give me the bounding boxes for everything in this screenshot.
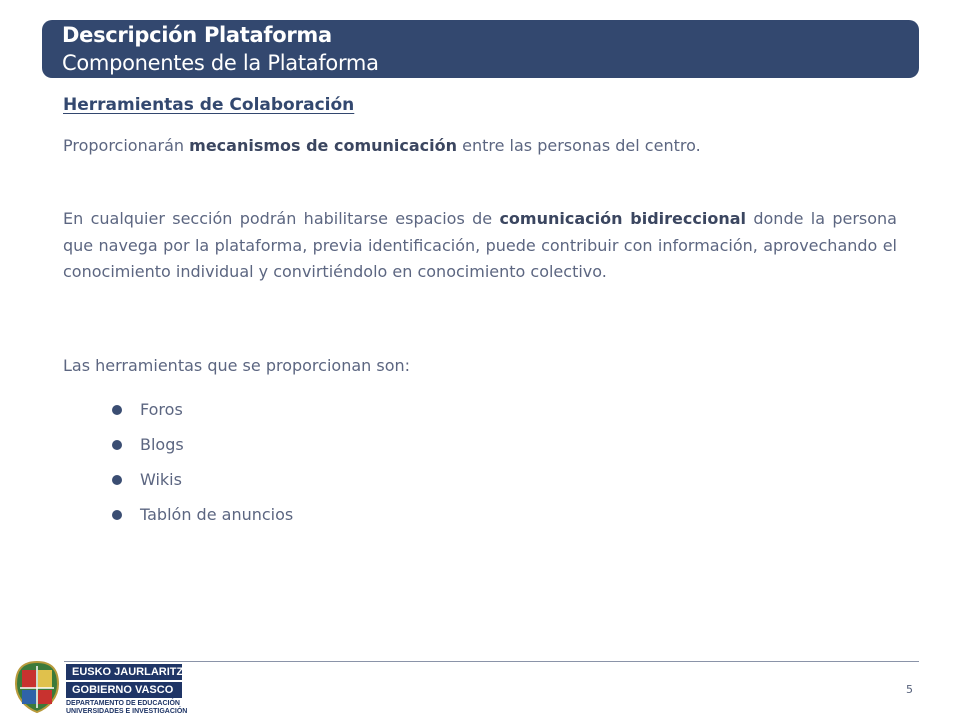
tools-list [112, 392, 293, 532]
intro-text: Proporcionarán [63, 136, 190, 155]
description-paragraph [63, 206, 897, 286]
page-title: Descripción Plataforma [62, 23, 332, 47]
list-item [112, 497, 293, 532]
tool-label: Wikis [140, 470, 182, 489]
tool-label: Tablón de anuncios [140, 505, 294, 524]
title-banner [42, 20, 919, 78]
section-heading: Herramientas de Colaboración [63, 95, 355, 115]
description-text: En cualquier sección podrán habilitarse espacios de [63, 209, 500, 228]
tool-label: Foros [140, 400, 183, 419]
pinned-note-icon [734, 530, 960, 640]
tools-intro: Las herramientas que se proporcionan son: [63, 356, 411, 375]
description-text-end: donde la persona que navega por la plataforma, previa identificación, puede contribuir con información, aprovechando el conocimiento individual y convirtiéndolo en conocimiento colectivo. [63, 209, 897, 281]
brand-line-basque: EUSKO JAURLARITZA [66, 664, 182, 680]
institution-logo-text [66, 664, 192, 716]
bullet-dot-icon [112, 510, 122, 520]
bullet-dot-icon [112, 405, 122, 415]
intro-bold-text: mecanismos de comunicación [189, 136, 458, 155]
description-bold-text: comunicación bidireccional [499, 209, 747, 228]
brand-line-spanish: GOBIERNO VASCO [66, 682, 182, 698]
coat-of-arms-logo [12, 660, 62, 714]
tool-label: Blogs [140, 435, 184, 454]
bullet-dot-icon [112, 475, 122, 485]
footer-divider [64, 661, 919, 662]
list-item [112, 462, 293, 497]
department-line-2: UNIVERSIDADES E INVESTIGACIÓN [66, 708, 188, 715]
page-subtitle: Componentes de la Plataforma [62, 51, 379, 75]
list-item [112, 392, 293, 427]
intro-text-end: entre las personas del centro. [457, 136, 701, 155]
page-number: 5 [906, 683, 913, 696]
department-line: DEPARTAMENTO DE EDUCACIÓN [66, 700, 180, 707]
intro-paragraph [63, 136, 903, 155]
bullet-dot-icon [112, 440, 122, 450]
list-item [112, 427, 293, 462]
